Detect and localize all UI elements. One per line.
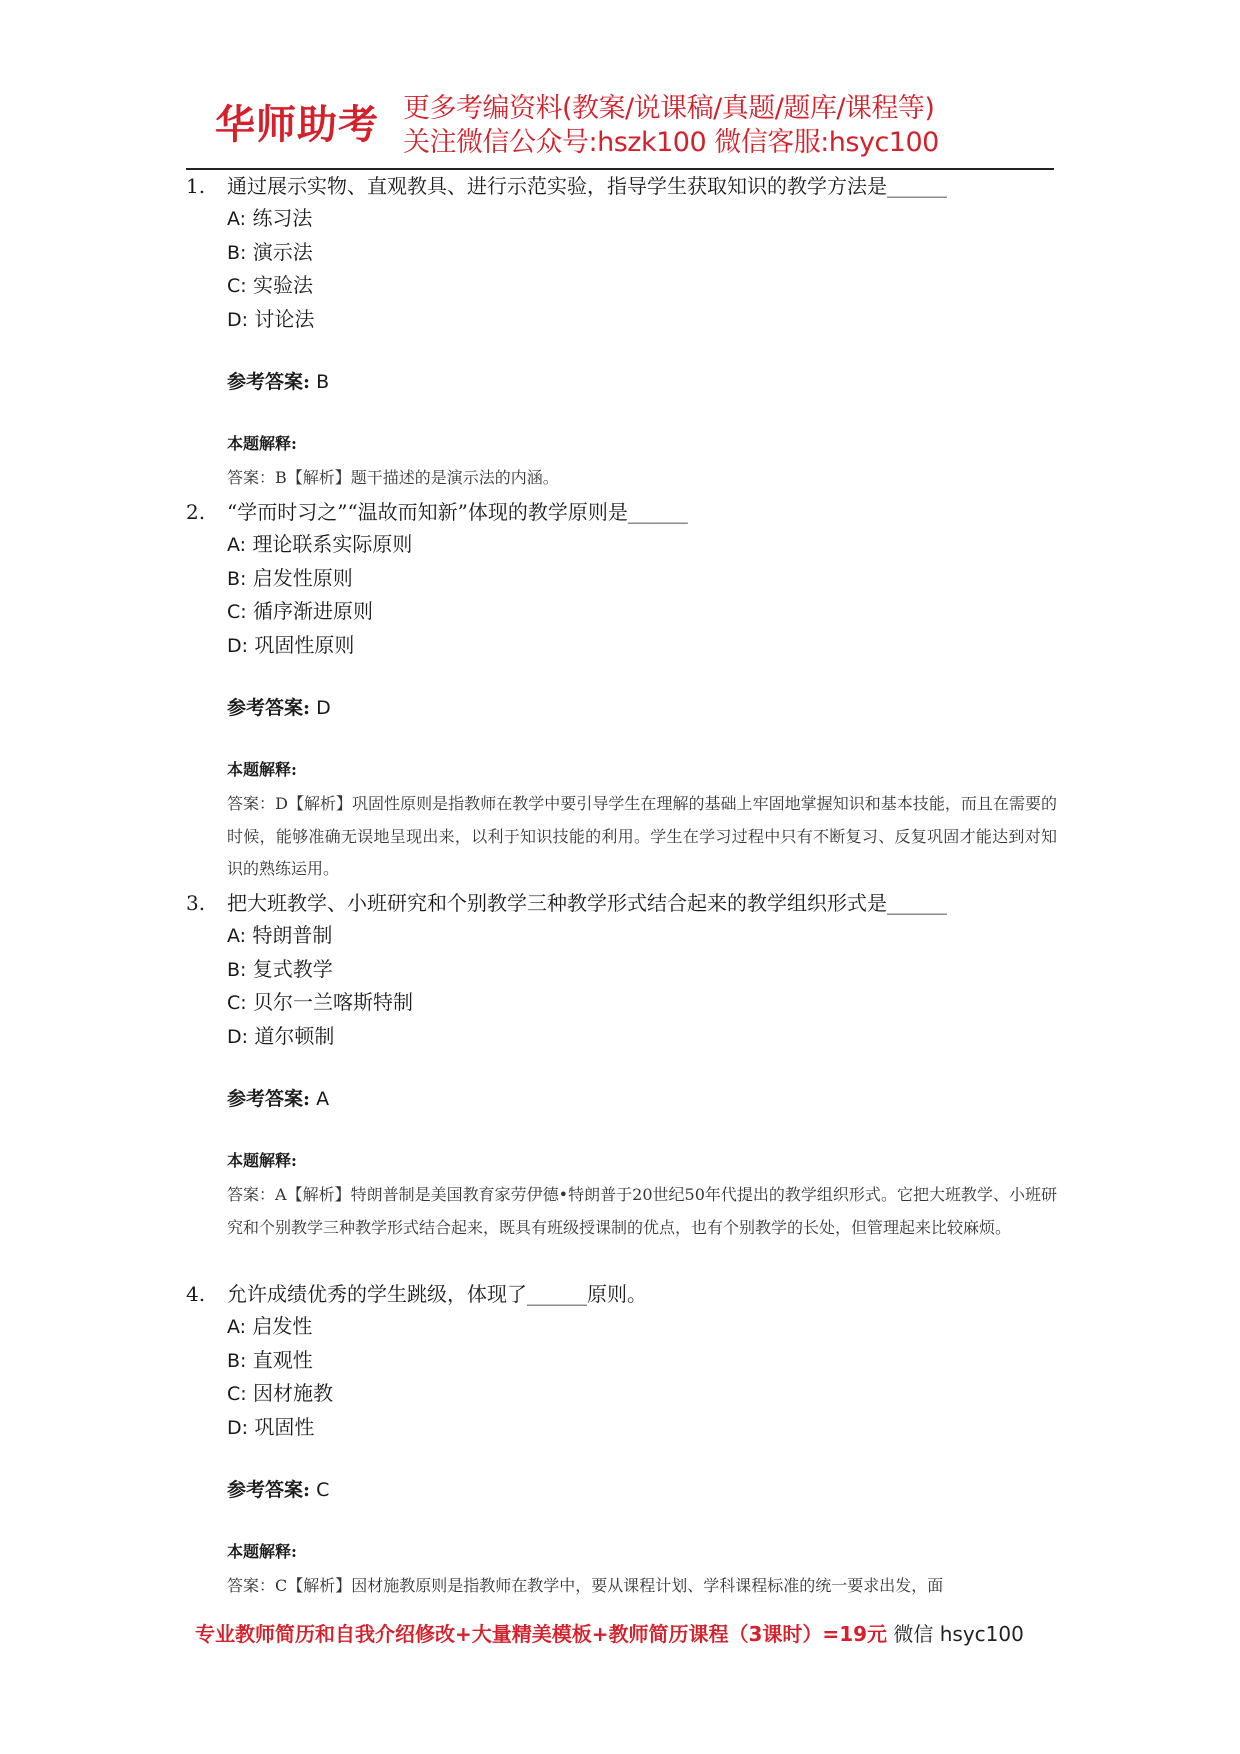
option-b: B: 复式教学 [227,956,333,981]
question-text: 允许成绩优秀的学生跳级，体现了______原则。 [227,1282,647,1306]
question-text: 通过展示实物、直观教具、进行示范实验，指导学生获取知识的教学方法是______ [227,174,947,198]
question-3 [186,889,1066,1244]
explanation-heading: 本题解释: [227,1151,297,1170]
reference-answer: 参考答案: C [227,1479,330,1501]
question-text: 把大班教学、小班研究和个别教学三种教学形式结合起来的教学组织形式是______ [227,891,947,915]
option-d: D: 巩固性 [227,1414,315,1439]
explanation-text: 答案：C【解析】因材施教原则是指教师在教学中，要从课程计划、学科课程标准的统一要求出发，面 [227,1576,944,1595]
option-d: D: 巩固性原则 [227,632,355,657]
option-a: A: 理论联系实际原则 [227,532,413,556]
explanation-heading: 本题解释: [227,434,297,453]
explanation-heading: 本题解释: [227,760,297,779]
header-divider [186,168,1054,170]
banner-line-1: 更多考编资料(教案/说课稿/真题/题库/课程等) [403,93,935,124]
option-b: B: 直观性 [227,1347,313,1372]
footer-promo [195,1620,1024,1648]
explanation-text: 答案：D【解析】巩固性原则是指教师在教学中要引导学生在理解的基础上牢固地掌握知识和基本技能，而且在需要的时候，能够准确无误地呈现出来，以利于知识技能的利用。学生在学习过程中只有不断复习、反复巩固才能达到对知识的熟练运用。 [227,794,1057,878]
contact-text: 微信 hsyc100 [893,1622,1024,1646]
option-a: A: 练习法 [227,206,313,230]
question-4 [186,1280,1066,1603]
option-b: B: 演示法 [227,239,313,264]
promo-text: 专业教师简历和自我介绍修改+大量精美模板+教师简历课程（3课时）=19元 [195,1622,888,1646]
option-c: C: 贝尔一兰喀斯特制 [227,990,414,1014]
option-a: A: 特朗普制 [227,923,333,947]
question-1 [186,172,1066,495]
option-d: D: 讨论法 [227,306,315,331]
option-c: C: 因材施教 [227,1381,334,1405]
question-title [186,889,1066,919]
reference-answer: 参考答案: B [227,371,330,393]
explanation-heading: 本题解释: [227,1542,297,1561]
option-a: A: 启发性 [227,1314,313,1338]
option-b: B: 启发性原则 [227,565,353,590]
question-number: 2. [186,500,206,524]
question-2 [186,498,1066,886]
header-banner [215,92,1035,164]
question-text: “学而时习之”“温故而知新”体现的教学原则是______ [227,500,688,524]
question-number: 1. [186,174,206,198]
reference-answer: 参考答案: A [227,1088,330,1110]
question-title [186,172,1066,202]
question-number: 3. [186,891,206,915]
option-d: D: 道尔顿制 [227,1023,335,1048]
brand-logo: 华师助考 [215,102,379,148]
option-c: C: 实验法 [227,273,314,297]
reference-answer: 参考答案: D [227,697,331,719]
option-c: C: 循序渐进原则 [227,599,374,623]
question-title [186,498,1066,528]
question-title [186,1280,1066,1310]
question-number: 4. [186,1282,206,1306]
banner-text [403,92,939,160]
explanation-text: 答案：A【解析】特朗普制是美国教育家劳伊德•特朗普于20世纪50年代提出的教学组织形式。它把大班教学、小班研究和个别教学三种教学形式结合起来，既具有班级授课制的优点，也有个别教学的长处，但管理起来比较麻烦。 [227,1185,1057,1237]
explanation-text: 答案：B【解析】题干描述的是演示法的内涵。 [227,468,559,487]
banner-line-2: 关注微信公众号:hszk100 微信客服:hsyc100 [403,127,939,158]
